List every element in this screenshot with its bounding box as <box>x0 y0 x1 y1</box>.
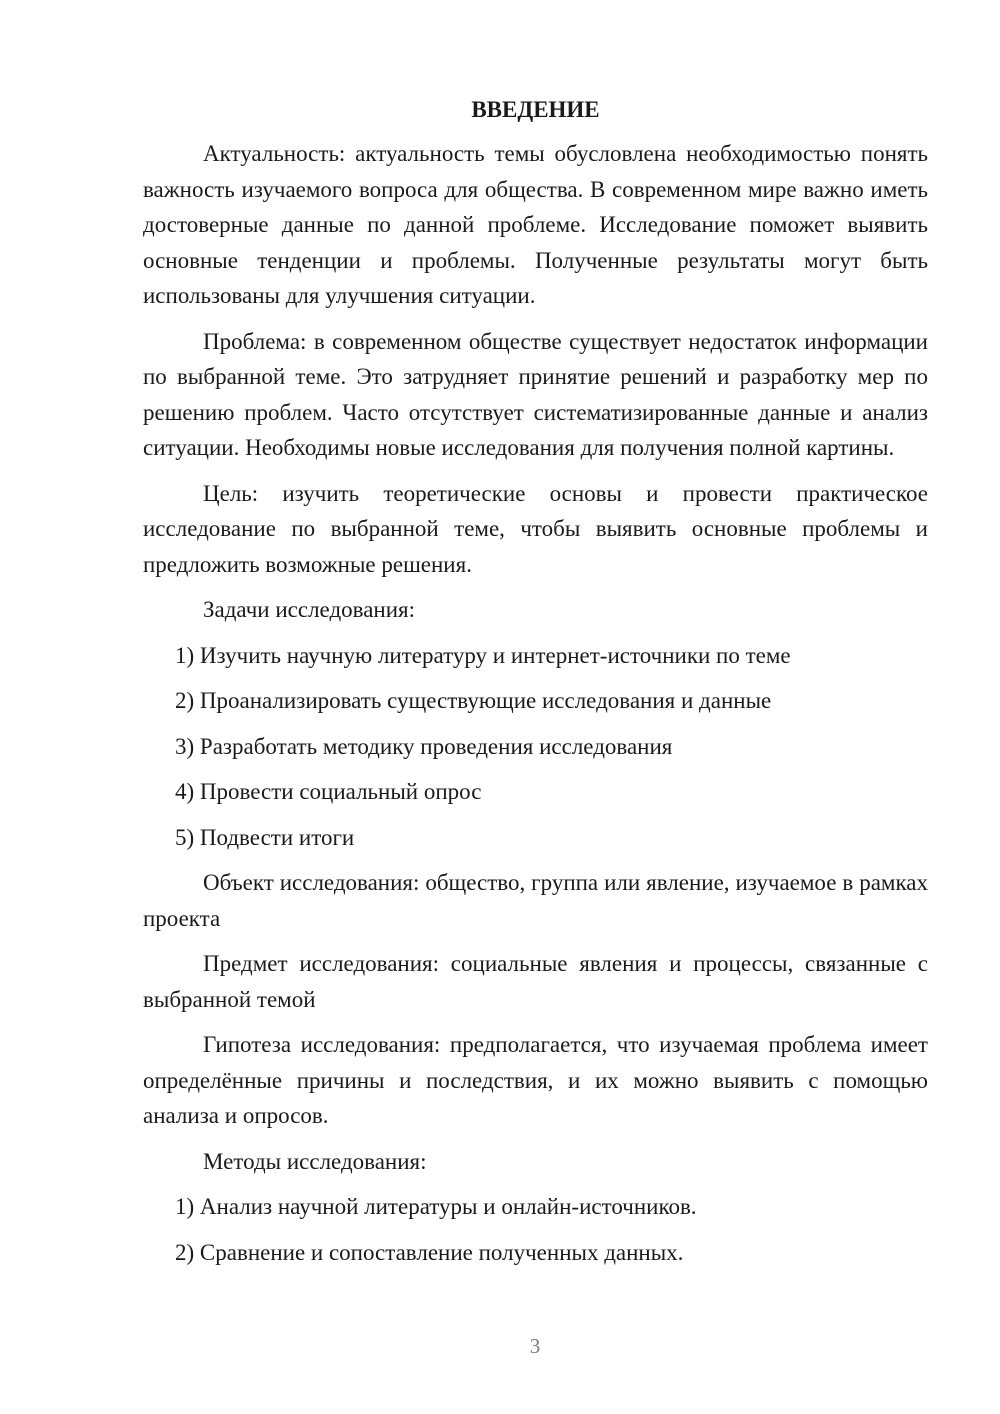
method-item: 1) Анализ научной литературы и онлайн-источников. <box>175 1194 697 1219</box>
task-item: 4) Провести социальный опрос <box>175 779 482 804</box>
page-content <box>143 90 928 1280</box>
subject-paragraph: Предмет исследования: социальные явления и процессы, связанные с выбранной темой <box>143 951 928 1012</box>
task-item: 2) Проанализировать существующие исследования и данные <box>175 688 772 713</box>
relevance-paragraph: Актуальность: актуальность темы обусловлена необходимостью понять важность изучаемого вопроса для общества. В современном мире важно иметь достоверные данные по данной проблеме. Исследование поможет выявить основные тенденции и проблемы. Полученные результаты могут быть использованы для улучшения ситуации. <box>143 141 928 308</box>
methods-heading: Методы исследования: <box>203 1148 427 1174</box>
tasks-list <box>143 638 928 856</box>
method-item: 2) Сравнение и сопоставление полученных данных. <box>175 1239 684 1265</box>
tasks-heading: Задачи исследования: <box>203 597 416 622</box>
task-item: 3) Разработать методику проведения исследования <box>175 733 673 759</box>
goal-paragraph: Цель: изучить теоретические основы и провести практическое исследование по выбранной теме, чтобы выявить основные проблемы и предложить возможные решения. <box>143 480 928 577</box>
hypothesis-paragraph: Гипотеза исследования: предполагается, что изучаемая проблема имеет определённые причины и последствия, и их можно выявить с помощью анализа и опросов. <box>143 1032 928 1128</box>
page-number: 3 <box>529 1334 541 1358</box>
task-item: 1) Изучить научную литературу и интернет-источники по теме <box>175 642 791 668</box>
task-item: 5) Подвести итоги <box>175 824 355 850</box>
page-title: ВВЕДЕНИЕ <box>471 97 600 122</box>
problem-paragraph: Проблема: в современном обществе существует недостаток информации по выбранной теме. Это затрудняет принятие решений и разработку мер по решению проблем. Часто отсутствует систематизированные данные и анализ ситуации. Необходимы новые исследования для получения полной картины. <box>143 328 928 460</box>
methods-list <box>143 1189 928 1270</box>
object-paragraph: Объект исследования: общество, группа или явление, изучаемое в рамках проекта <box>143 870 928 931</box>
